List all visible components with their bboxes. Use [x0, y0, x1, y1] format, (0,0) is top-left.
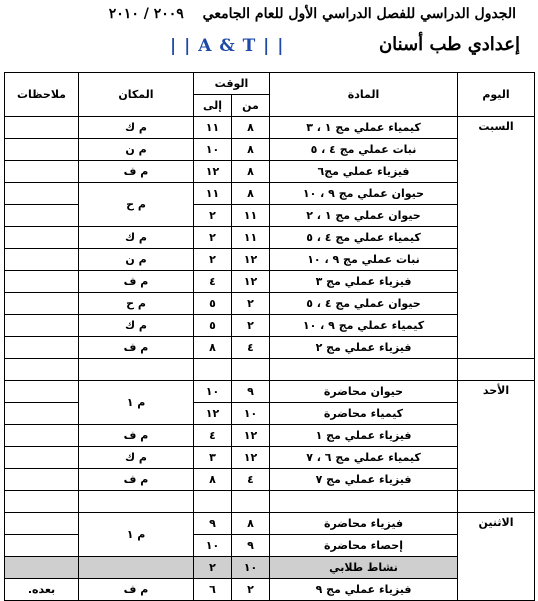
from-cell: ٢: [232, 579, 270, 601]
from-cell: ٢: [232, 293, 270, 315]
table-row: [5, 513, 535, 535]
from-cell: ١٢: [232, 271, 270, 293]
to-cell: ١٢: [194, 403, 232, 425]
col-subject: المادة: [270, 73, 458, 117]
from-cell: ٤: [232, 337, 270, 359]
notes-cell: [5, 183, 79, 205]
notes-cell: [5, 425, 79, 447]
from-cell: ٨: [232, 117, 270, 139]
to-cell: ٢: [194, 227, 232, 249]
notes-cell: [5, 205, 79, 227]
schedule-title: [10, 6, 516, 22]
subject-cell: كيمياء عملي مج ١ ، ٣: [270, 117, 458, 139]
subject-cell: كيمياء عملي مج ٤ ، ٥: [270, 227, 458, 249]
subject-cell: كيمياء عملي مج ٦ ، ٧: [270, 447, 458, 469]
to-cell: ٢: [194, 205, 232, 227]
table-row: [5, 579, 535, 601]
from-cell: ١١: [232, 227, 270, 249]
title-years: ٢٠٠٩ / ٢٠١٠: [108, 6, 184, 22]
to-cell: ٥: [194, 315, 232, 337]
notes-cell: [5, 117, 79, 139]
day-cell: السبت: [458, 117, 535, 359]
empty-cell: [270, 491, 458, 513]
place-cell: م ك: [79, 117, 194, 139]
subject-cell: نشاط طلابي: [270, 557, 458, 579]
notes-cell: [5, 315, 79, 337]
title-text: الجدول الدراسي للفصل الدراسي الأول للعام الجامعي: [202, 6, 516, 22]
notes-cell: [5, 513, 79, 535]
table-row: [5, 293, 535, 315]
from-cell: ٨: [232, 513, 270, 535]
subject-cell: حيوان عملي مج ٩ ، ١٠: [270, 183, 458, 205]
to-cell: ٢: [194, 557, 232, 579]
from-cell: ١٠: [232, 557, 270, 579]
subject-cell: فيزياء عملي مج ٧: [270, 469, 458, 491]
from-cell: ١٢: [232, 249, 270, 271]
to-cell: ٤: [194, 425, 232, 447]
to-cell: ٣: [194, 447, 232, 469]
notes-cell: [5, 535, 79, 557]
table-row: [5, 315, 535, 337]
from-cell: ١٠: [232, 403, 270, 425]
place-cell: [79, 557, 194, 579]
subject-cell: إحصاء محاضرة: [270, 535, 458, 557]
to-cell: ٢: [194, 249, 232, 271]
from-cell: ٨: [232, 161, 270, 183]
table-row-empty: [5, 491, 535, 513]
subject-cell: حيوان عملي مج ٤ ، ٥: [270, 293, 458, 315]
subject-cell: حيوان محاضرة: [270, 381, 458, 403]
to-cell: ٥: [194, 293, 232, 315]
table-row: [5, 425, 535, 447]
from-cell: ١١: [232, 205, 270, 227]
notes-cell: [5, 227, 79, 249]
schedule-subtitle: إعدادي طب أسنان: [378, 34, 520, 55]
col-time: الوقت: [194, 73, 270, 95]
subject-cell: حيوان عملي مج ١ ، ٢: [270, 205, 458, 227]
place-cell: م ح: [79, 183, 194, 227]
from-cell: ٤: [232, 469, 270, 491]
header-row: [5, 73, 535, 95]
schedule-table: [4, 72, 535, 601]
empty-cell: [194, 359, 232, 381]
notes-cell: [5, 293, 79, 315]
subject-cell: فيزياء عملي مج ٣: [270, 271, 458, 293]
empty-cell: [232, 359, 270, 381]
logo-text: | | A & T | |: [170, 36, 285, 56]
col-place: المكان: [79, 73, 194, 117]
place-cell: م ف: [79, 337, 194, 359]
table-row: [5, 469, 535, 491]
subject-cell: كيمياء محاضرة: [270, 403, 458, 425]
subject-cell: فيزياء محاضرة: [270, 513, 458, 535]
empty-cell: [270, 359, 458, 381]
to-cell: ٦: [194, 579, 232, 601]
table-row: [5, 271, 535, 293]
table-row: [5, 139, 535, 161]
col-day: اليوم: [458, 73, 535, 117]
empty-cell: [5, 359, 79, 381]
subject-cell: فيزياء عملي مج ١: [270, 425, 458, 447]
place-cell: م ١: [79, 513, 194, 557]
to-cell: ٤: [194, 271, 232, 293]
notes-cell: [5, 271, 79, 293]
place-cell: م ١: [79, 381, 194, 425]
to-cell: ٩: [194, 513, 232, 535]
table-row: [5, 227, 535, 249]
notes-cell: [5, 139, 79, 161]
table-row-empty: [5, 359, 535, 381]
notes-cell: [5, 381, 79, 403]
from-cell: ١٢: [232, 447, 270, 469]
place-cell: م ف: [79, 161, 194, 183]
empty-cell: [194, 491, 232, 513]
place-cell: م ف: [79, 469, 194, 491]
day-cell: الأحد: [458, 381, 535, 491]
to-cell: ١٠: [194, 139, 232, 161]
empty-cell: [232, 491, 270, 513]
day-cell: الاثنين: [458, 513, 535, 601]
empty-cell: [79, 359, 194, 381]
to-cell: ١١: [194, 117, 232, 139]
from-cell: ٨: [232, 183, 270, 205]
notes-cell: [5, 447, 79, 469]
empty-cell: [5, 491, 79, 513]
place-cell: م ن: [79, 249, 194, 271]
from-cell: ٢: [232, 315, 270, 337]
table-row-activity: [5, 557, 535, 579]
subject-cell: فيزياء عملي مج٦: [270, 161, 458, 183]
notes-cell: [5, 337, 79, 359]
empty-cell: [458, 491, 535, 513]
table-row: [5, 381, 535, 403]
col-to: إلى: [194, 95, 232, 117]
table-row: [5, 117, 535, 139]
place-cell: م ك: [79, 315, 194, 337]
from-cell: ١٢: [232, 425, 270, 447]
place-cell: م ح: [79, 293, 194, 315]
place-cell: م ف: [79, 425, 194, 447]
notes-cell: بعده.: [5, 579, 79, 601]
notes-cell: [5, 557, 79, 579]
subject-cell: نبات عملي مج ٩ ، ١٠: [270, 249, 458, 271]
from-cell: ٨: [232, 139, 270, 161]
to-cell: ١٠: [194, 381, 232, 403]
notes-cell: [5, 403, 79, 425]
subject-cell: فيزياء عملي مج ٩: [270, 579, 458, 601]
subject-cell: نبات عملي مج ٤ ، ٥: [270, 139, 458, 161]
notes-cell: [5, 469, 79, 491]
subject-cell: كيمياء عملي مج ٩ ، ١٠: [270, 315, 458, 337]
col-from: من: [232, 95, 270, 117]
place-cell: م ن: [79, 139, 194, 161]
place-cell: م ف: [79, 579, 194, 601]
to-cell: ١٢: [194, 161, 232, 183]
place-cell: م ك: [79, 447, 194, 469]
from-cell: ٩: [232, 535, 270, 557]
notes-cell: [5, 161, 79, 183]
to-cell: ١٠: [194, 535, 232, 557]
to-cell: ١١: [194, 183, 232, 205]
notes-cell: [5, 249, 79, 271]
empty-cell: [458, 359, 535, 381]
subject-cell: فيزياء عملي مج ٢: [270, 337, 458, 359]
table-row: [5, 447, 535, 469]
table-row: [5, 337, 535, 359]
table-row: [5, 183, 535, 205]
to-cell: ٨: [194, 337, 232, 359]
table-row: [5, 249, 535, 271]
place-cell: م ك: [79, 227, 194, 249]
table-row: [5, 161, 535, 183]
from-cell: ٩: [232, 381, 270, 403]
place-cell: م ف: [79, 271, 194, 293]
empty-cell: [79, 491, 194, 513]
col-notes: ملاحظات: [5, 73, 79, 117]
to-cell: ٨: [194, 469, 232, 491]
